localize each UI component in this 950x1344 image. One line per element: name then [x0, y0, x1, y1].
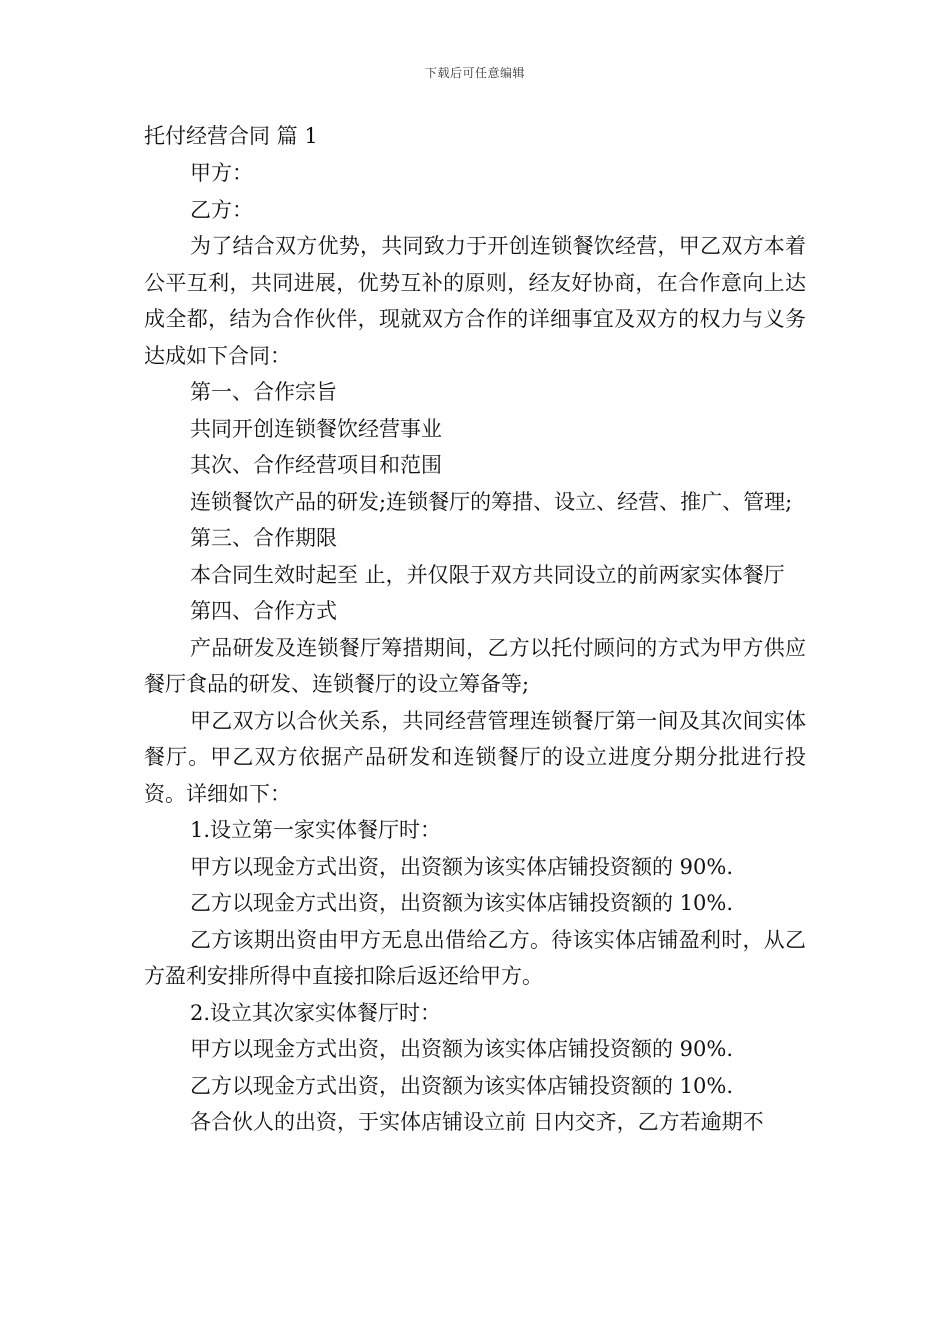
section-heading-term: 第三、合作期限: [190, 526, 337, 550]
document-title: 托付经营合同 篇 1: [144, 124, 318, 148]
section-heading-scope: 其次、合作经营项目和范围: [190, 453, 442, 477]
list-item-second-restaurant: 2.设立其次家实体餐厅时：: [190, 1000, 442, 1025]
paragraph-term: 本合同生效时起至 止，并仅限于双方共同设立的前两家实体餐厅: [190, 562, 785, 587]
paragraph-preamble: 为了结合双方优势，共同致力于开创连锁餐饮经营，甲乙双方本着公平互利，共同进展，优势互补的原则，经友好协商，在合作意向上达成全都，结为合作伙伴，现就双方合作的详细事宜及双方的权力与义务达成如下合同：: [144, 234, 806, 368]
paragraph-party-b: 乙方：: [190, 197, 253, 222]
page-header-note: 下载后可任意编辑: [424, 66, 525, 80]
paragraph-scope: 连锁餐饮产品的研发;连锁餐厅的筹措、设立、经营、推广、管理;: [190, 489, 793, 514]
paragraph-first-loan: 乙方该期出资由甲方无息出借给乙方。待该实体店铺盈利时，从乙方盈利安排所得中直接扣除后返还给甲方。: [144, 927, 806, 988]
paragraph-second-party-b-share: 乙方以现金方式出资，出资额为该实体店铺投资额的 10%.: [190, 1073, 734, 1098]
paragraph-contribution-deadline: 各合伙人的出资，于实体店铺设立前 日内交齐，乙方若逾期不: [190, 1110, 764, 1134]
paragraph-second-party-a-share: 甲方以现金方式出资，出资额为该实体店铺投资额的 90%.: [190, 1037, 734, 1061]
document-body: [144, 118, 806, 1141]
paragraph-method-1: 产品研发及连锁餐厅筹措期间，乙方以托付顾问的方式为甲方供应餐厅食品的研发、连锁餐厅的设立筹备等;: [144, 635, 806, 696]
paragraph-party-a: 甲方：: [190, 161, 253, 185]
section-heading-method: 第四、合作方式: [190, 599, 337, 623]
paragraph-purpose: 共同开创连锁餐饮经营事业: [190, 416, 442, 441]
paragraph-method-2: 甲乙双方以合伙关系，共同经营管理连锁餐厅第一间及其次间实体餐厅。甲乙双方依据产品研发和连锁餐厅的设立进度分期分批进行投资。详细如下：: [144, 708, 806, 806]
paragraph-first-party-a-share: 甲方以现金方式出资，出资额为该实体店铺投资额的 90%.: [190, 854, 734, 879]
section-heading-purpose: 第一、合作宗旨: [190, 380, 337, 404]
paragraph-first-party-b-share: 乙方以现金方式出资，出资额为该实体店铺投资额的 10%.: [190, 891, 734, 915]
list-item-first-restaurant: 1.设立第一家实体餐厅时：: [190, 818, 442, 842]
